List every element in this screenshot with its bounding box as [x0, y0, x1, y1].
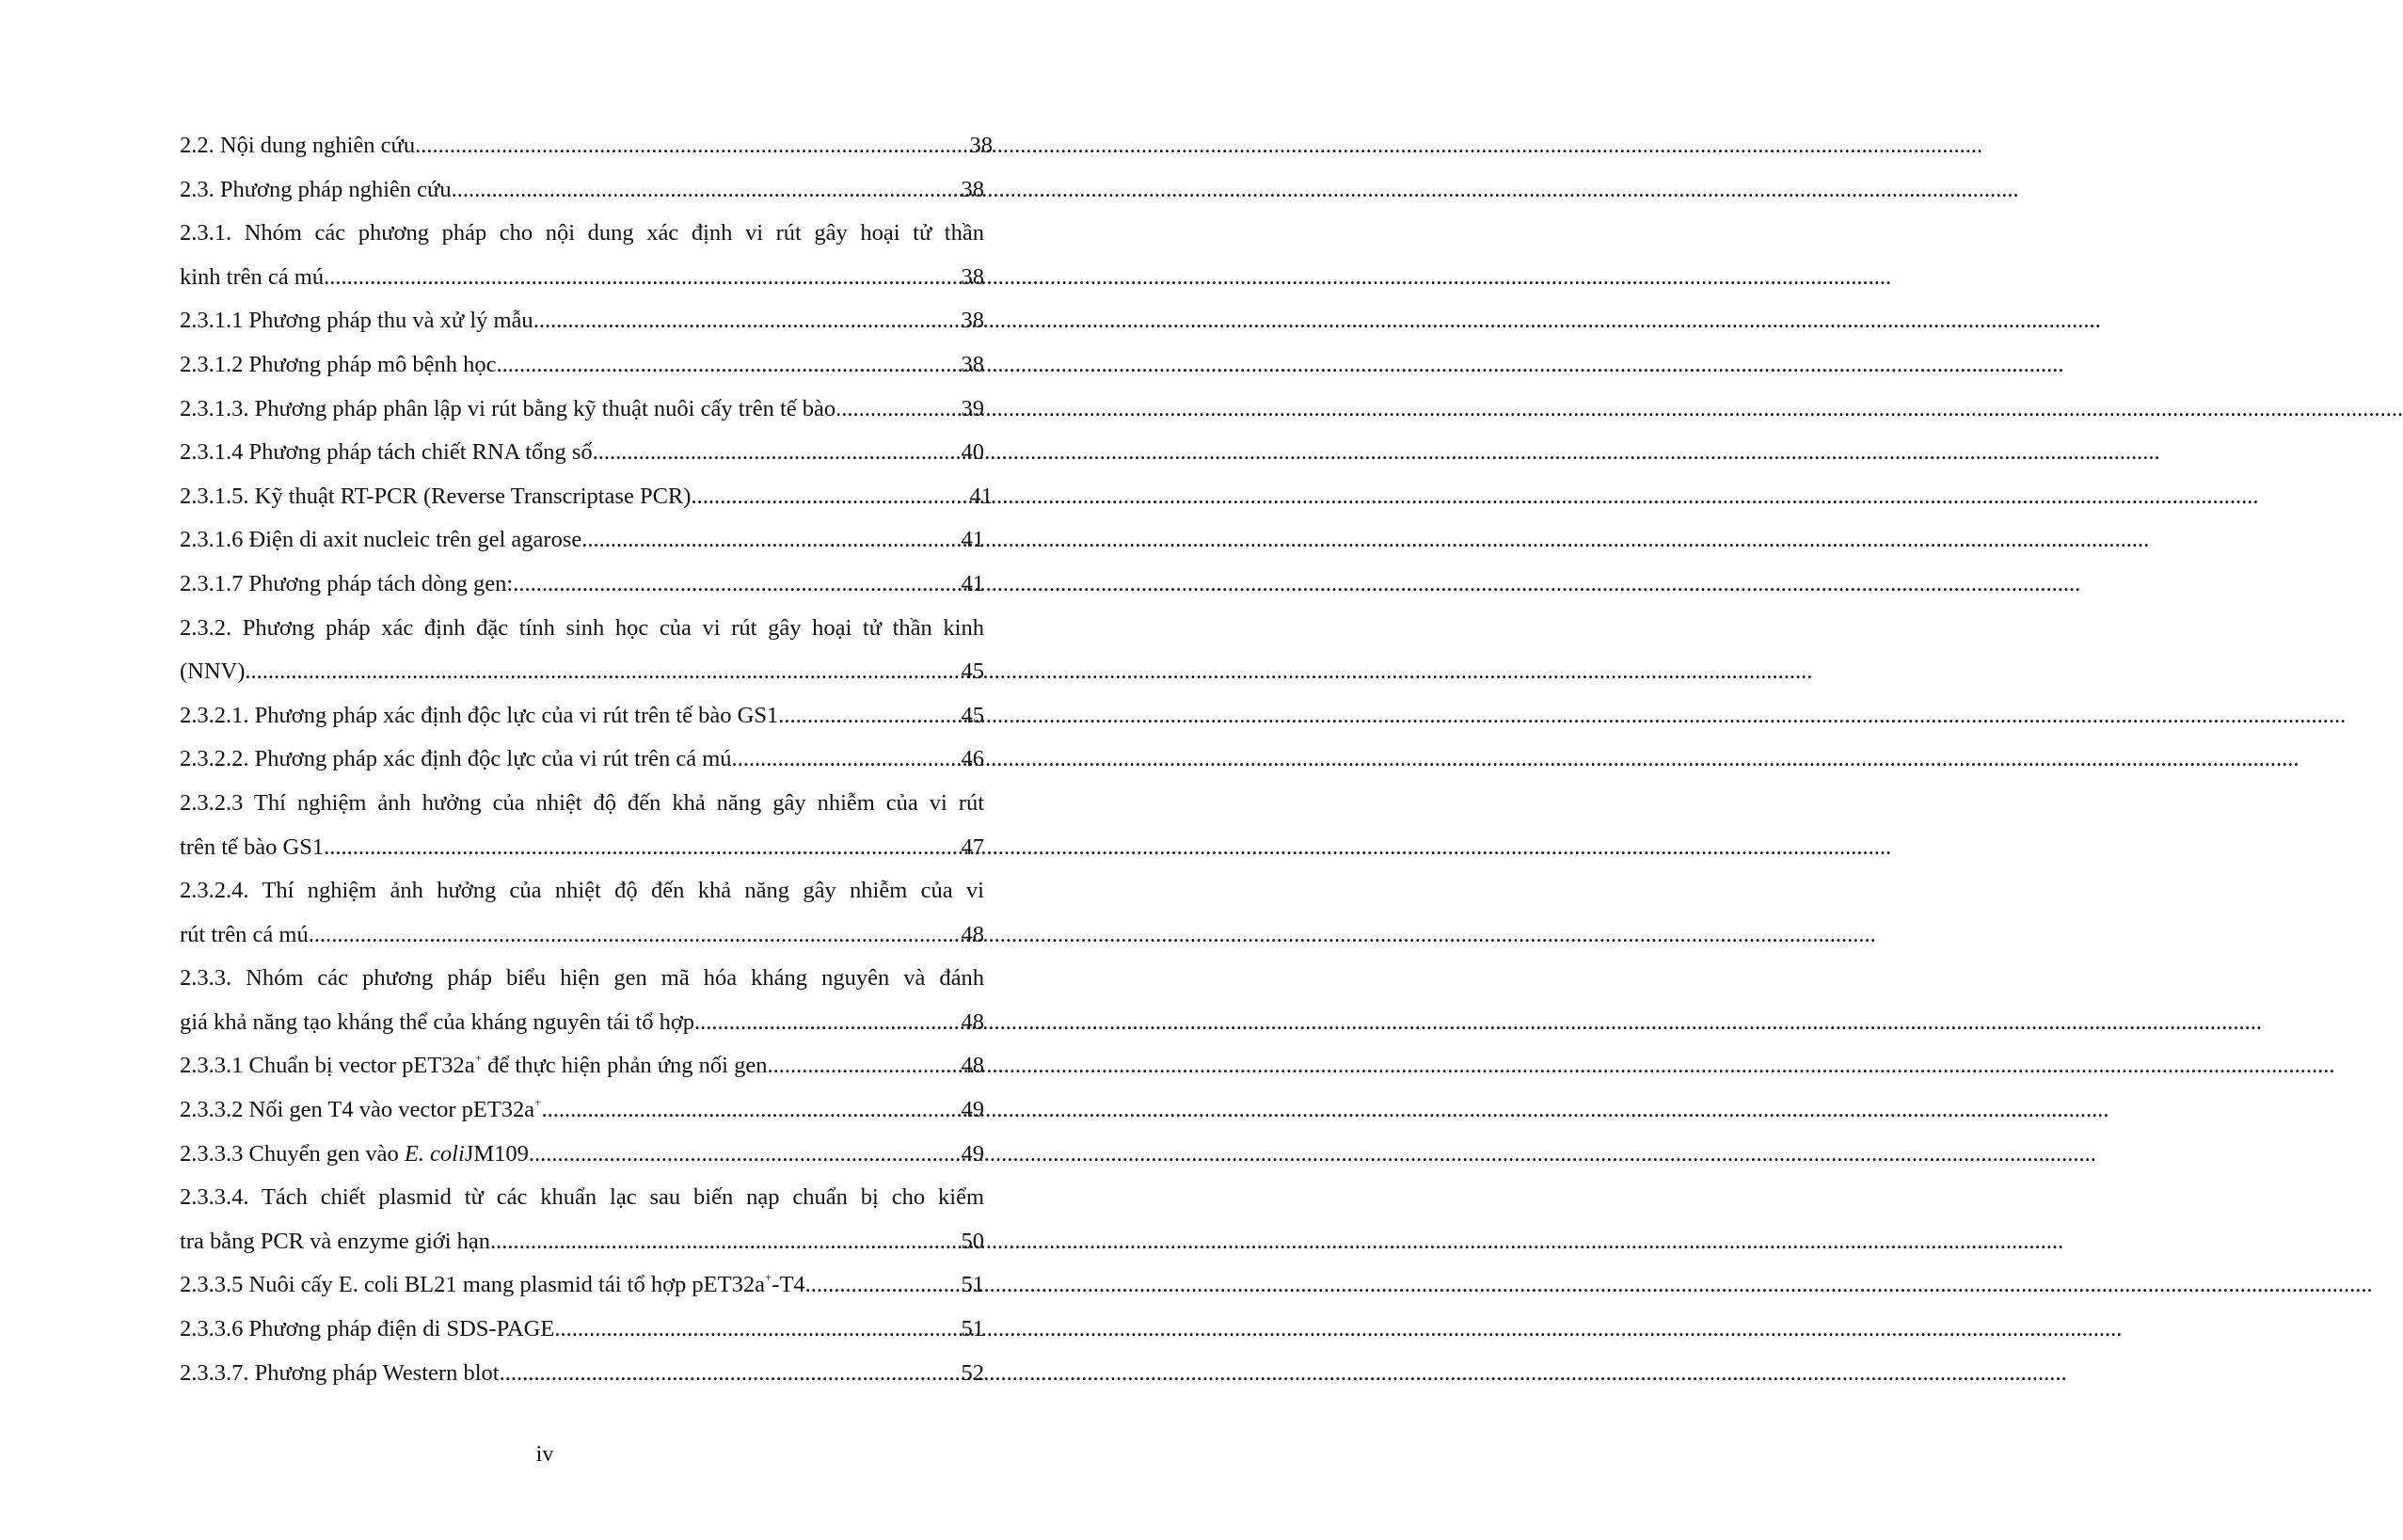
- dot-leader: [835, 388, 961, 432]
- toc-entry-2-3-1-7[interactable]: [180, 563, 984, 607]
- toc-entry-page: 41: [969, 483, 993, 509]
- dot-leader: [691, 475, 969, 519]
- toc-entry-2-3-3-3[interactable]: [180, 1133, 984, 1177]
- toc-entry-2-3-3-4-line2[interactable]: [180, 1220, 984, 1264]
- dot-leader: [732, 738, 962, 782]
- dot-leader: [324, 256, 961, 300]
- toc-entry-label: 2.3.2.1. Phương pháp xác định độc lực của vi rút trên tế bào GS1: [180, 702, 779, 728]
- toc-entry-label: 2.3.3.1 Chuẩn bị vector pET32a+ để thực hiện phản ứng nối gen: [180, 1051, 768, 1079]
- toc-entry-page: 50: [961, 1228, 984, 1254]
- toc-entry-page: 38: [961, 351, 984, 377]
- table-of-contents: [180, 124, 993, 1395]
- toc-entry-label: giá khả năng tạo kháng thể của kháng nguyên tái tổ hợp: [180, 1008, 695, 1035]
- dot-leader: [542, 1088, 962, 1133]
- toc-entry-2-3-1-3[interactable]: [180, 388, 984, 432]
- dot-leader: [593, 431, 962, 475]
- toc-entry-2-3[interactable]: [180, 168, 984, 213]
- dot-leader: [768, 1044, 962, 1088]
- toc-entry-page: 49: [961, 1140, 984, 1167]
- dot-leader: [529, 1133, 962, 1177]
- dot-leader: [452, 168, 962, 213]
- toc-entry-label: trên tế bào GS1: [180, 834, 325, 860]
- toc-entry-page: 38: [961, 176, 984, 202]
- toc-entry-2-3-3-2[interactable]: [180, 1088, 984, 1133]
- toc-entry-2-3-1-line1[interactable]: [180, 212, 984, 256]
- toc-entry-2-3-2-2[interactable]: [180, 738, 984, 782]
- dot-leader: [324, 826, 961, 870]
- toc-entry-page: 41: [961, 570, 984, 596]
- toc-entry-label: 2.3.1.3. Phương pháp phân lập vi rút bằng kỹ thuật nuôi cấy trên tế bào: [180, 395, 836, 421]
- toc-entry-page: 47: [961, 834, 984, 860]
- toc-entry-2-3-3-1[interactable]: [180, 1044, 984, 1088]
- toc-entry-2-3-1-1[interactable]: [180, 299, 984, 343]
- toc-entry-2-2[interactable]: [180, 124, 993, 168]
- dot-leader: [533, 299, 962, 343]
- toc-entry-2-3-2-3-line2[interactable]: [180, 826, 984, 870]
- toc-entry-label: 2.3.2.4. Thí nghiệm ảnh hưởng của nhiệt độ đến khả năng gây nhiễm của vi: [180, 878, 984, 904]
- toc-entry-page: 38: [961, 308, 984, 334]
- toc-entry-2-3-3-line2[interactable]: [180, 1001, 984, 1045]
- toc-entry-2-3-2-1[interactable]: [180, 694, 984, 738]
- toc-entry-2-3-1-4[interactable]: [180, 431, 984, 475]
- toc-entry-2-3-3-4-line1[interactable]: [180, 1176, 984, 1220]
- dot-leader: [805, 1263, 962, 1308]
- toc-entry-page: 46: [961, 746, 984, 772]
- toc-entry-page: 40: [961, 439, 984, 466]
- toc-entry-2-3-2-line1[interactable]: [180, 607, 984, 651]
- toc-entry-label: 2.3.3.3 Chuyển gen vào E. coliJM109: [180, 1140, 529, 1167]
- toc-entry-2-3-3-line1[interactable]: [180, 957, 984, 1001]
- dot-leader: [778, 694, 961, 738]
- toc-entry-2-3-3-7[interactable]: [180, 1352, 984, 1396]
- toc-entry-label: 2.3.2. Phương pháp xác định đặc tính sinh học của vi rút gây hoại tử thần kinh: [180, 614, 984, 641]
- toc-entry-page: 38: [961, 263, 984, 290]
- toc-entry-2-3-2-4-line1[interactable]: [180, 869, 984, 913]
- toc-entry-page: 45: [961, 702, 984, 728]
- toc-entry-label: 2.3.3.5 Nuôi cấy E. coli BL21 mang plasmid tái tổ hợp pET32a+-T4: [180, 1270, 805, 1298]
- dot-leader: [309, 913, 962, 958]
- toc-entry-page: 45: [961, 659, 984, 685]
- dot-leader: [554, 1308, 961, 1352]
- toc-entry-label: 2.3.2.3 Thí nghiệm ảnh hưởng của nhiệt độ đến khả năng gây nhiễm của vi rút: [180, 789, 984, 816]
- dot-leader: [245, 650, 961, 694]
- toc-entry-page: 41: [961, 527, 984, 553]
- toc-entry-2-3-1-2[interactable]: [180, 343, 984, 388]
- dot-leader: [496, 1220, 961, 1264]
- toc-entry-label: 2.3.3. Nhóm các phương pháp biểu hiện gen mã hóa kháng nguyên và đánh: [180, 965, 984, 992]
- toc-entry-label: 2.3.3.4. Tách chiết plasmid từ các khuẩn lạc sau biến nạp chuẩn bị cho kiểm: [180, 1184, 984, 1211]
- toc-entry-label: 2.3.2.2. Phương pháp xác định độc lực của vi rút trên cá mú: [180, 746, 732, 772]
- toc-entry-label: 2.3.1.6 Điện di axit nucleic trên gel agarose: [180, 527, 582, 553]
- toc-entry-page: 38: [969, 133, 993, 158]
- toc-entry-label: 2.2. Nội dung nghiên cứu: [180, 133, 416, 158]
- toc-entry-label: 2.3. Phương pháp nghiên cứu: [180, 176, 452, 202]
- toc-entry-page: 51: [961, 1272, 984, 1298]
- toc-entry-2-3-2-4-line2[interactable]: [180, 913, 984, 958]
- toc-entry-label: rút trên cá mú: [180, 921, 309, 947]
- toc-entry-2-3-1-line2[interactable]: [180, 256, 984, 300]
- toc-entry-label: 2.3.3.6 Phương pháp điện di SDS-PAGE: [180, 1316, 555, 1342]
- dot-leader: [500, 1352, 962, 1396]
- dot-leader: [497, 343, 962, 388]
- toc-entry-label: 2.3.3.2 Nối gen T4 vào vector pET32a+: [180, 1094, 542, 1123]
- toc-entry-label: kinh trên cá mú: [180, 263, 325, 290]
- toc-entry-page: 48: [961, 1053, 984, 1079]
- toc-entry-2-3-2-3-line1[interactable]: [180, 782, 984, 826]
- page-number: iv: [535, 1442, 554, 1467]
- toc-entry-page: 49: [961, 1097, 984, 1123]
- toc-entry-label: 2.3.3.7. Phương pháp Western blot: [180, 1359, 500, 1386]
- dot-leader: [694, 1001, 961, 1045]
- toc-entry-page: 48: [961, 1008, 984, 1035]
- toc-entry-label: 2.3.1.7 Phương pháp tách dòng gen:: [180, 570, 514, 596]
- dot-leader: [581, 518, 961, 563]
- toc-entry-2-3-2-line2[interactable]: [180, 650, 984, 694]
- toc-entry-label: 2.3.1.4 Phương pháp tách chiết RNA tổng số: [180, 439, 593, 466]
- toc-entry-label: 2.3.1.1 Phương pháp thu và xử lý mẫu: [180, 308, 533, 334]
- toc-entry-page: 52: [961, 1359, 984, 1386]
- toc-entry-2-3-3-6[interactable]: [180, 1308, 984, 1352]
- toc-entry-2-3-1-5[interactable]: [180, 475, 993, 519]
- toc-entry-label: 2.3.1. Nhóm các phương pháp cho nội dung xác định vi rút gây hoại tử thần: [180, 220, 984, 246]
- toc-entry-2-3-3-5[interactable]: [180, 1263, 984, 1308]
- dot-leader: [513, 563, 961, 607]
- toc-entry-label: tra bằng PCR và enzyme giới hạn.: [180, 1228, 497, 1254]
- toc-entry-2-3-1-6[interactable]: [180, 518, 984, 563]
- toc-entry-page: 51: [961, 1316, 984, 1342]
- toc-entry-page: 48: [961, 921, 984, 947]
- dot-leader: [415, 124, 969, 168]
- toc-entry-label: 2.3.1.5. Kỹ thuật RT-PCR (Reverse Transcriptase PCR): [180, 483, 692, 509]
- toc-entry-label: 2.3.1.2 Phương pháp mô bệnh học: [180, 351, 497, 377]
- toc-entry-page: 39: [961, 395, 984, 421]
- toc-entry-label: (NNV): [180, 659, 246, 685]
